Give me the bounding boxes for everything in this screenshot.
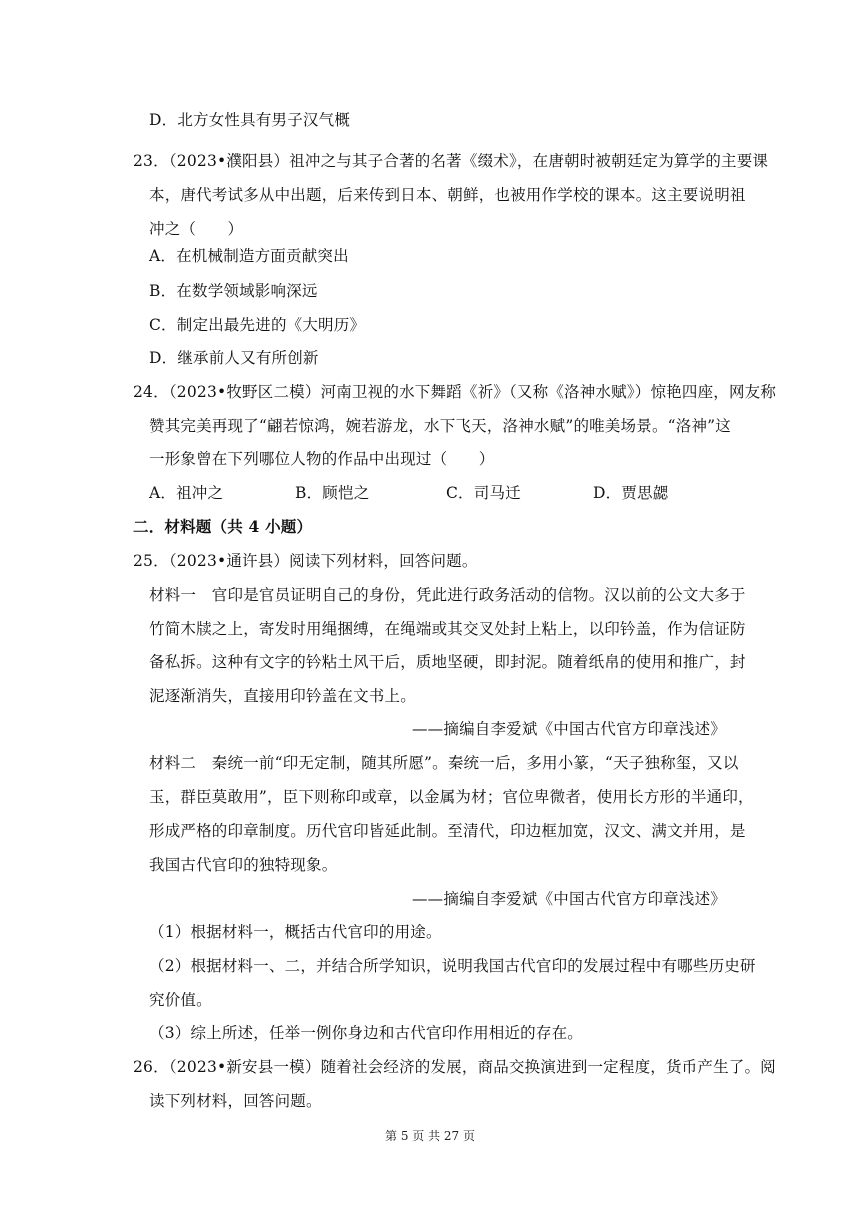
sub-question-3: （3）综上所述，任举一例你身边和古代官印作用相近的存在。 <box>149 1024 583 1042</box>
answer-option-c[interactable]: C．司马迁 <box>446 484 521 502</box>
options-row <box>0 483 860 503</box>
answer-option-a[interactable]: A．在机械制造方面贡献突出 <box>149 247 349 265</box>
material-2-source: ——摘编自李爱斌《中国古代官方印章浅述》 <box>411 890 726 908</box>
answer-option-b[interactable]: B．顾恺之 <box>295 484 370 502</box>
question-text-line: 23．（2023•濮阳县）祖冲之与其子合著的名著《缀术》，在唐朝时被朝廷定为算学的主要课 <box>133 152 769 170</box>
material-1-source: ——摘编自李爱斌《中国古代官方印章浅述》 <box>411 720 726 738</box>
material-1-line: 备私拆。这种有文字的钤粘土风干后，质地坚硬，即封泥。随着纸帛的使用和推广，封 <box>149 653 746 671</box>
answer-option-b[interactable]: B．在数学领域影响深远 <box>149 282 318 300</box>
material-1-line: 材料一 官印是官员证明自己的身份，凭此进行政务活动的信物。汉以前的公文大多于 <box>149 586 746 604</box>
sub-question-1: （1）根据材料一，概括古代官印的用途。 <box>149 923 442 941</box>
q22-option-d: D．北方女性具有男子汉气概 <box>149 111 351 129</box>
question-text-line: 一形象曾在下列哪位人物的作品中出现过（ ） <box>149 450 495 468</box>
answer-option-d[interactable]: D．继承前人又有所创新 <box>149 349 319 367</box>
question-text-line: 本，唐代考试多从中出题，后来传到日本、朝鲜，也被用作学校的课本。这主要说明祖 <box>149 186 746 204</box>
material-1-line: 竹简木牍之上，寄发时用绳捆缚，在绳端或其交叉处封上粘上，以印钤盖，作为信证防 <box>149 620 746 638</box>
page-footer: 第 5 页 共 27 页 <box>385 1129 475 1143</box>
answer-option-c[interactable]: C．制定出最先进的《大明历》 <box>149 316 366 334</box>
material-2-line: 材料二 秦统一前“印无定制，随其所愿”。秦统一后，多用小篆，“天子独称玺，又以 <box>149 754 739 772</box>
material-2-line: 形成严格的印章制度。历代官印皆延此制。至清代，印边框加宽，汉文、满文并用，是 <box>149 822 746 840</box>
sub-question-2-cont: 究价值。 <box>149 991 212 1009</box>
answer-option-d[interactable]: D．贾思勰 <box>593 484 669 502</box>
material-2-line: 玉，群臣莫敢用”，臣下则称印或章，以金属为材；官位卑微者，使用长方形的半通印， <box>149 788 754 806</box>
question-text-line: 读下列材料，回答问题。 <box>149 1092 322 1110</box>
question-text-line: 赞其完美再现了“翩若惊鸿，婉若游龙，水下飞天，洛神水赋”的唯美场景。“洛神”这 <box>149 417 731 435</box>
question-intro: 25．（2023•通许县）阅读下列材料，回答问题。 <box>133 552 478 570</box>
material-1-line: 泥逐渐消失，直接用印钤盖在文书上。 <box>149 687 416 705</box>
question-text-line: 26．（2023•新安县一模）随着社会经济的发展，商品交换演进到一定程度，货币产生了。阅 <box>133 1058 776 1076</box>
sub-question-2: （2）根据材料一、二，并结合所学知识，说明我国古代官印的发展过程中有哪些历史研 <box>149 957 756 975</box>
question-text-line: 24．（2023•牧野区二模）河南卫视的水下舞蹈《祈》（又称《洛神水赋》）惊艳四座，网友称 <box>133 383 777 401</box>
question-text-line: 冲之（ ） <box>149 220 244 238</box>
material-2-line: 我国古代官印的独特现象。 <box>149 856 338 874</box>
section-heading: 二．材料题（共 4 小题） <box>133 517 313 536</box>
answer-option-a[interactable]: A．祖冲之 <box>149 484 224 502</box>
